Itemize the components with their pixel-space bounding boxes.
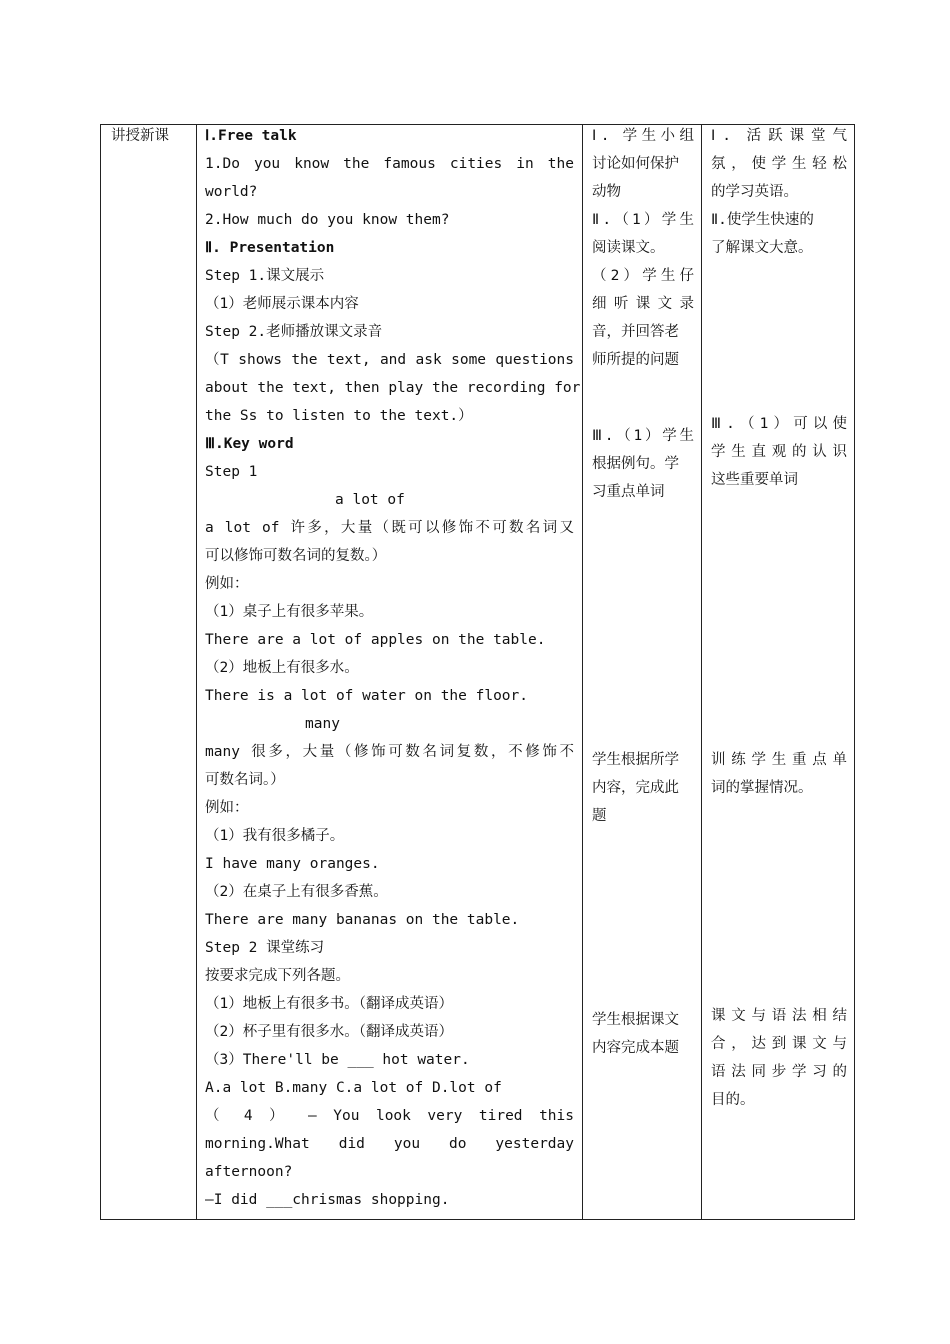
- content-line: Ⅲ.Key word: [205, 436, 294, 452]
- student-activity-line: 学生根据课文: [592, 1012, 679, 1028]
- content-line: a lot of: [335, 492, 405, 508]
- content-line: —I did ___chrismas shopping.: [205, 1192, 450, 1208]
- student-activity-line: 内容，完成此: [592, 780, 679, 796]
- content-line: world?: [205, 184, 258, 200]
- purpose-line: 学生直观的认识: [711, 444, 847, 460]
- content-line: about the text, then play the recording for: [205, 380, 581, 396]
- student-activity-line: 动物: [592, 184, 621, 200]
- purpose-line: 语法同步学习的: [711, 1064, 847, 1080]
- student-activity-cell: [583, 125, 702, 1220]
- content-line: many: [305, 716, 340, 732]
- content-line: many 很多，大量（修饰可数名词复数，不修饰不: [205, 744, 574, 760]
- purpose-line: 训练学生重点单: [711, 752, 847, 768]
- content-line: （ 4 ） — You look very tired this: [205, 1108, 574, 1124]
- content-line: a lot of 许多，大量（既可以修饰不可数名词又: [205, 520, 574, 536]
- student-activity-line: 学生根据所学: [592, 752, 679, 768]
- student-activity-line: 音，并回答老: [592, 324, 679, 340]
- stage-cell: [101, 125, 197, 1220]
- content-line: （1）老师展示课本内容: [205, 296, 359, 312]
- content-line: I have many oranges.: [205, 856, 380, 872]
- student-activity-line: Ⅲ.（1）学生: [592, 428, 694, 444]
- student-activity-line: Ⅰ. 学生小组: [592, 128, 694, 144]
- content-line: （2）在桌子上有很多香蕉。: [205, 884, 388, 900]
- content-line: Step 2.老师播放课文录音: [205, 324, 383, 340]
- content-line: 可以修饰可数名词的复数。）: [205, 548, 387, 564]
- student-activity-line: 细听课文录: [592, 296, 694, 312]
- purpose-line: Ⅱ.使学生快速的: [711, 212, 814, 228]
- content-line: 2.How much do you know them?: [205, 212, 450, 228]
- content-line: 例如：: [205, 576, 249, 592]
- content-line: 按要求完成下列各题。: [205, 968, 350, 984]
- student-activity-line: 题: [592, 808, 607, 824]
- student-activity-line: 内容完成本题: [592, 1040, 679, 1056]
- purpose-line: 合，达到课文与: [711, 1036, 847, 1052]
- content-line: the Ss to listen to the text.）: [205, 408, 473, 424]
- student-activity-line: 习重点单词: [592, 484, 665, 500]
- purpose-line: 这些重要单词: [711, 472, 798, 488]
- purpose-line: 了解课文大意。: [711, 240, 813, 256]
- content-line: Step 2 课堂练习: [205, 940, 325, 956]
- lesson-plan-table: [100, 124, 855, 1220]
- purpose-line: 氛，使学生轻松: [711, 156, 847, 172]
- content-line: 例如：: [205, 800, 249, 816]
- content-line: There are many bananas on the table.: [205, 912, 520, 928]
- student-activity-line: Ⅱ.（1）学生: [592, 212, 694, 228]
- content-cell: [197, 125, 583, 1220]
- student-activity-line: 阅读课文。: [592, 240, 665, 256]
- stage-label: 讲授新课: [111, 128, 169, 144]
- content-line: morning.What did you do yesterday: [205, 1136, 574, 1152]
- content-line: （1）地板上有很多书。（翻译成英语）: [205, 996, 453, 1012]
- content-line: （1）桌子上有很多苹果。: [205, 604, 374, 620]
- content-line: （3）There'll be ___ hot water.: [205, 1052, 470, 1068]
- content-line: （T shows the text, and ask some questions: [205, 352, 574, 368]
- purpose-line: 课文与语法相结: [711, 1008, 847, 1024]
- content-line: Ⅰ.Free talk: [205, 128, 297, 144]
- purpose-line: Ⅰ. 活跃课堂气: [711, 128, 847, 144]
- content-line: Step 1: [205, 464, 258, 480]
- purpose-line: 目的。: [711, 1092, 755, 1108]
- content-line: There are a lot of apples on the table.: [205, 632, 546, 648]
- purpose-line: Ⅲ.（1）可以使: [711, 416, 847, 432]
- purpose-cell: [702, 125, 855, 1220]
- content-line: （2）杯子里有很多水。（翻译成英语）: [205, 1024, 453, 1040]
- table-row: [101, 125, 855, 1220]
- purpose-line: 的学习英语。: [711, 184, 798, 200]
- student-activity-line: （2）学生仔: [592, 268, 694, 284]
- student-activity-line: 师所提的问题: [592, 352, 679, 368]
- content-line: 可数名词。）: [205, 772, 285, 788]
- content-line: （2）地板上有很多水。: [205, 660, 359, 676]
- content-line: Ⅱ. Presentation: [205, 240, 335, 256]
- content-line: （1）我有很多橘子。: [205, 828, 345, 844]
- content-line: 1.Do you know the famous cities in the: [205, 156, 574, 172]
- student-activity-line: 讨论如何保护: [592, 156, 679, 172]
- student-activity-line: 根据例句。学: [592, 456, 679, 472]
- content-line: Step 1.课文展示: [205, 268, 325, 284]
- content-line: afternoon?: [205, 1164, 293, 1180]
- purpose-line: 词的掌握情况。: [711, 780, 813, 796]
- content-line: There is a lot of water on the floor.: [205, 688, 529, 704]
- content-line: A.a lot B.many C.a lot of D.lot of: [205, 1080, 502, 1096]
